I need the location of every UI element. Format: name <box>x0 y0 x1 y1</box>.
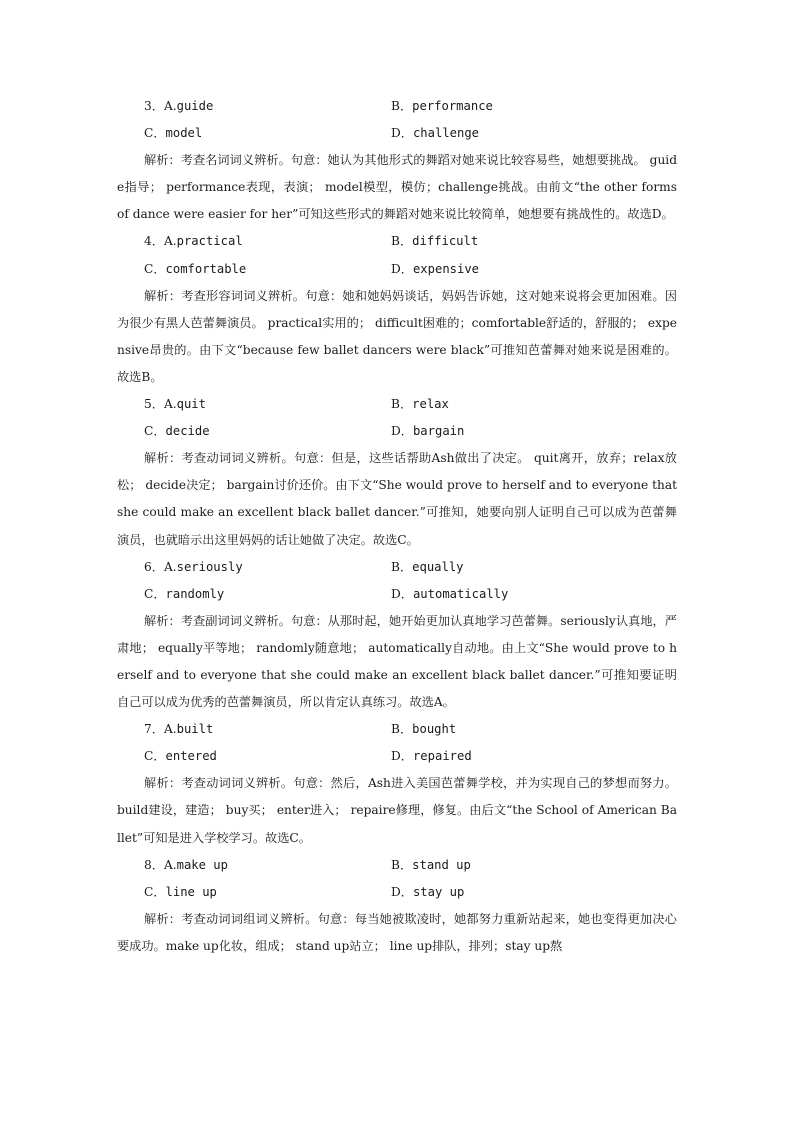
option-b: B．stand up <box>391 857 471 872</box>
option-a: 3．A.guide <box>144 99 214 113</box>
analysis-paragraph: 解析：考查形容词词义辨析。句意：她和她妈妈谈话，妈妈告诉她，这对她来说将会更加困难。因为很少有黑人芭蕾舞演员。 practical实用的； difficult困难的；comfortable舒适的，舒服的； expensive昂贵的。由下文“because few ballet dancers were black”可推知芭蕾舞对她来说是困难的。故选B。 <box>117 288 677 384</box>
option-c: C．decide <box>144 424 210 439</box>
question-5 <box>117 391 677 554</box>
option-c: C．model <box>144 126 203 141</box>
options-row <box>117 716 677 743</box>
option-a: 6．A.seriously <box>144 559 243 574</box>
analysis-paragraph: 解析：考查副词词义辨析。句意：从那时起，她开始更加认真地学习芭蕾舞。seriously认真地，严肃地； equally平等地； randomly随意地； automatically自动地。由上文“She would prove to herself and to everyone that she could make an excellent black ballet dancer.”可推知要证明自己可以成为优秀的芭蕾舞演员，所以肯定认真练习。故选A。 <box>117 613 677 710</box>
question-6 <box>117 554 677 717</box>
option-d: D．automatically <box>391 586 509 601</box>
options-row <box>117 554 677 581</box>
question-8 <box>117 852 677 960</box>
options-row <box>117 879 677 906</box>
analysis-paragraph: 解析：考查动词词义辨析。句意：然后，Ash进入美国芭蕾舞学校，并为实现自己的梦想而努力。 build建设，建造； buy买； enter进入； repaire修理，修复。由后文“the School of American Ballet”可知是进入学校学习。故选C。 <box>117 776 677 845</box>
option-c: C．randomly <box>144 586 225 601</box>
option-b: B．difficult <box>391 234 479 249</box>
option-a: 7．A.built <box>144 722 214 737</box>
option-d: D．challenge <box>391 126 480 141</box>
options-row <box>117 391 677 418</box>
option-d: D．expensive <box>391 261 480 276</box>
question-7 <box>117 716 677 851</box>
option-d: D．repaired <box>391 749 472 764</box>
option-a: 5．A.quit <box>144 397 206 412</box>
options-row <box>117 256 677 283</box>
option-c: C．line up <box>144 884 217 899</box>
options-row <box>117 228 677 255</box>
analysis-paragraph: 解析：考查动词词义辨析。句意：但是，这些话帮助Ash做出了决定。 quit离开，放弃；relax放松； decide决定； bargain讨价还价。由下文“She would prove to herself and to everyone that she could make an excellent black ballet dancer.”可推知，她要向别人证明自己可以成为芭蕾舞演员，也就暗示出这里妈妈的话让她做了决定。故选C。 <box>117 451 677 547</box>
option-a: 8．A.make up <box>144 857 228 872</box>
analysis-paragraph: 解析：考查名词词义辨析。句意：她认为其他形式的舞蹈对她来说比较容易些，她想要挑战。 guide指导； performance表现，表演； model模型，模仿；challenge挑战。由前文“the other forms of dance were easier for her”可知这些形式的舞蹈对她来说比较简单，她想要有挑战性的。故选D。 <box>117 153 677 222</box>
options-row <box>117 93 677 120</box>
option-a: 4．A.practical <box>144 234 243 249</box>
option-c: C．entered <box>144 749 217 764</box>
options-row <box>117 418 677 445</box>
question-3 <box>117 93 677 228</box>
option-b: B．relax <box>391 397 449 412</box>
options-row <box>117 120 677 147</box>
exam-answer-content <box>117 93 677 960</box>
option-d: D．bargain <box>391 424 465 439</box>
option-b: B．bought <box>391 722 457 737</box>
options-row <box>117 581 677 608</box>
option-b: B．performance <box>391 99 493 113</box>
analysis-paragraph: 解析：考查动词词组词义辨析。句意：每当她被欺凌时，她都努力重新站起来，她也变得更加决心要成功。make up化妆，组成； stand up站立； line up排队，排列；stay up熬 <box>117 911 677 953</box>
option-d: D．stay up <box>391 884 465 899</box>
option-b: B．equally <box>391 559 464 574</box>
options-row <box>117 852 677 879</box>
question-4 <box>117 228 677 391</box>
option-c: C．comfortable <box>144 261 247 276</box>
options-row <box>117 743 677 770</box>
